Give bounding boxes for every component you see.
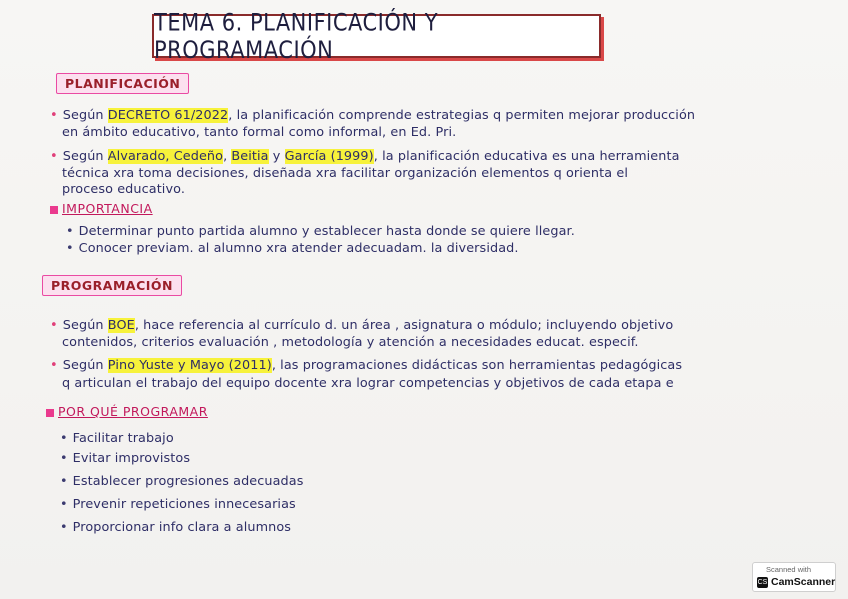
bullet-icon: • (60, 451, 68, 466)
bullet-icon: • (50, 318, 58, 333)
planificacion-p2-line1 (50, 149, 680, 164)
section-header-planificacion: PLANIFICACIÓN (56, 73, 189, 94)
por-que-item-4 (60, 497, 296, 512)
bullet-icon: • (66, 224, 74, 239)
planificacion-p2-line2: técnica xra toma decisiones, diseñada xra facilitar organización elementos q orienta el (62, 166, 628, 181)
bullet-icon: • (50, 358, 58, 373)
text-fragment: , hace referencia al currículo d. un área , asignatura o módulo; incluyendo objetivo (134, 318, 674, 333)
text-fragment: Según (62, 149, 108, 164)
highlight-beitia: Beitia (231, 149, 269, 164)
highlight-garcia: García (1999) (284, 149, 374, 164)
subheader-label: IMPORTANCIA (62, 201, 153, 216)
importancia-item-2 (66, 241, 519, 256)
programacion-p2-line1 (50, 358, 682, 373)
square-bullet-icon (46, 409, 54, 417)
list-item-text: Evitar improvistos (72, 451, 191, 466)
programacion-p2-line2: q articulan el trabajo del equipo docente xra lograr competencias y objetivos de cada etapa e (62, 376, 674, 391)
por-que-item-5 (60, 520, 291, 535)
por-que-item-1 (60, 431, 174, 446)
list-item-text: Prevenir repeticiones innecesarias (72, 497, 296, 512)
text-fragment: , la planificación educativa es una herramienta (373, 149, 680, 164)
square-bullet-icon (50, 206, 58, 214)
list-item-text: Establecer progresiones adecuadas (72, 474, 304, 489)
list-item-text: Conocer previam. al alumno xra atender adecuadam. la diversidad. (78, 241, 519, 256)
planificacion-p1-line2: en ámbito educativo, tanto formal como informal, en Ed. Pri. (62, 125, 457, 140)
camscanner-brand: CamScanner (771, 576, 836, 588)
bullet-icon: • (66, 241, 74, 256)
programacion-p1-line2: contenidos, criterios evaluación , metodología y atención a necesidades educat. especif. (62, 335, 639, 350)
section-header-programacion: PROGRAMACIÓN (42, 275, 182, 296)
highlight-alvarado: Alvarado, Cedeño (107, 149, 224, 164)
bullet-icon: • (60, 474, 68, 489)
list-item-text: Determinar punto partida alumno y establecer hasta donde se quiere llegar. (78, 224, 575, 239)
text-fragment: , las programaciones didácticas son herramientas pedagógicas (271, 358, 683, 373)
por-que-item-2 (60, 451, 190, 466)
list-item-text: Facilitar trabajo (72, 431, 174, 446)
text-fragment: Según (62, 318, 108, 333)
por-que-item-3 (60, 474, 304, 489)
highlight-decreto: DECRETO 61/2022 (107, 108, 229, 123)
text-fragment: Según (62, 358, 108, 373)
scanned-with-label: Scanned with (766, 565, 812, 574)
bullet-icon: • (60, 431, 68, 446)
planificacion-p1-line1 (50, 108, 695, 123)
text-fragment: , (223, 149, 232, 164)
subheader-label: POR QUÉ PROGRAMAR (58, 404, 208, 419)
importancia-item-1 (66, 224, 575, 239)
text-fragment: , la planificación comprende estrategias q permiten mejorar producción (228, 108, 696, 123)
text-fragment: Según (62, 108, 108, 123)
highlight-boe: BOE (107, 318, 135, 333)
subheader-importancia (50, 201, 153, 216)
camscanner-logo-icon: CS (757, 579, 768, 586)
bullet-icon: • (60, 497, 68, 512)
programacion-p1-line1 (50, 318, 673, 333)
page-title-box (152, 8, 601, 64)
subheader-por-que-programar (46, 404, 208, 419)
highlight-pino-yuste: Pino Yuste y Mayo (2011) (107, 358, 272, 373)
page-title: TEMA 6. PLANIFICACIÓN Y PROGRAMACIÓN (154, 8, 439, 64)
bullet-icon: • (50, 149, 58, 164)
bullet-icon: • (60, 520, 68, 535)
bullet-icon: • (50, 108, 58, 123)
list-item-text: Proporcionar info clara a alumnos (72, 520, 292, 535)
camscanner-watermark (752, 562, 836, 592)
text-fragment: y (268, 149, 285, 164)
planificacion-p2-line3: proceso educativo. (62, 182, 186, 197)
